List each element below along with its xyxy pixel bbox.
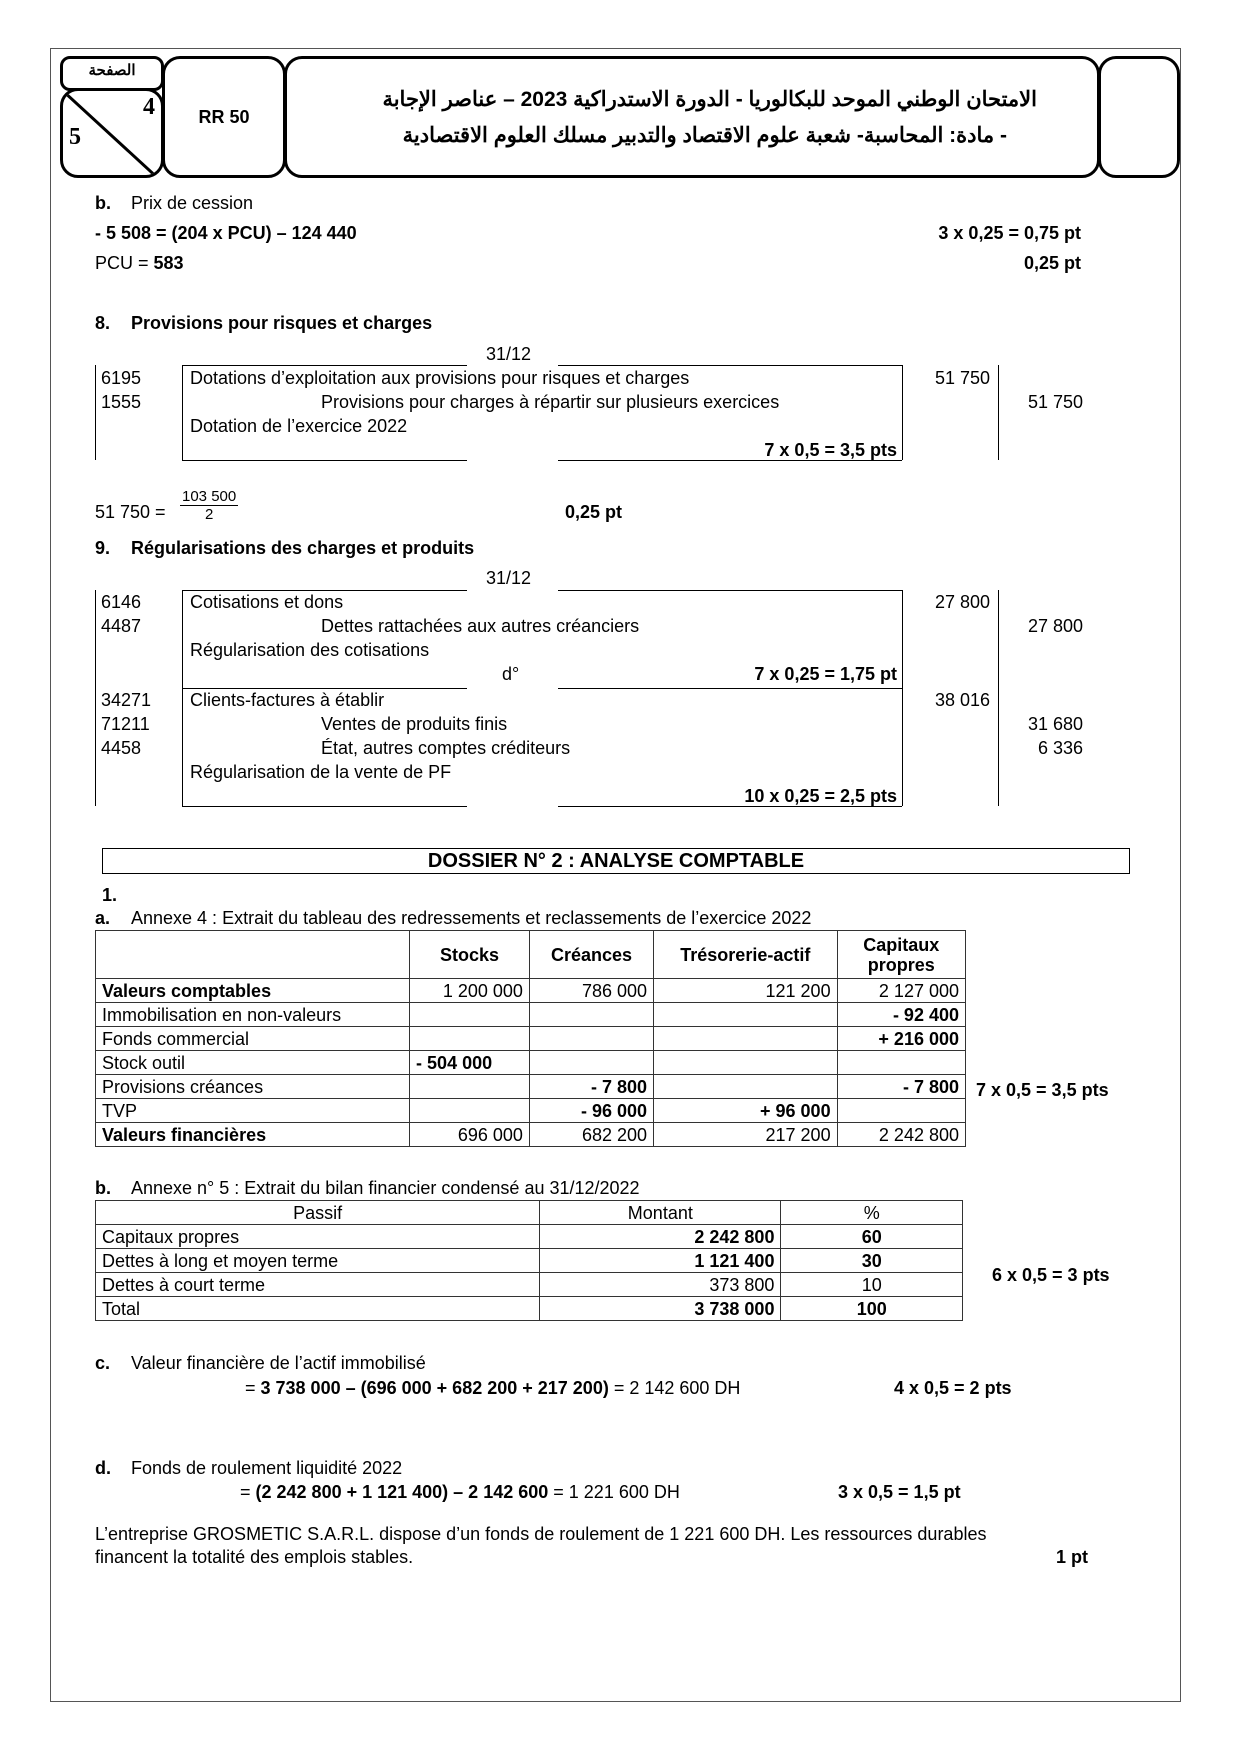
table-row <box>96 979 966 1003</box>
section-8-title: Provisions pour risques et charges <box>131 313 433 333</box>
column-header: % <box>781 1201 963 1225</box>
section-b-result-value: 583 <box>153 253 184 273</box>
section-b-result-label: PCU = <box>95 253 154 273</box>
table-row <box>96 1051 966 1075</box>
table-cell: - 504 000 <box>410 1051 530 1075</box>
entry-points: 7 x 0,25 = 1,75 pt <box>754 664 897 684</box>
column-header: Trésorerie-actif <box>654 931 838 979</box>
section-9-title: Régularisations des charges et produits <box>131 538 475 558</box>
table-row <box>96 1297 963 1321</box>
calc-lhs: 51 750 = <box>95 502 166 522</box>
percent-cell: 30 <box>781 1249 963 1273</box>
question-1-number: 1. <box>102 885 118 905</box>
row-label: Dettes à court terme <box>96 1273 540 1297</box>
header-right-box <box>1098 56 1180 178</box>
row-label: Stock outil <box>96 1051 410 1075</box>
account-label: Clients-factures à établir <box>190 690 385 710</box>
conclusion-points: 1 pt <box>1056 1547 1089 1567</box>
amount-cell: 373 800 <box>540 1273 781 1297</box>
entry-points: 7 x 0,5 = 3,5 pts <box>764 440 897 460</box>
calc-numerator: 103 500 <box>182 488 237 505</box>
dossier-title: DOSSIER N° 2 : ANALYSE COMPTABLE <box>102 848 1130 874</box>
table-row <box>96 1225 963 1249</box>
entry-description: Régularisation des cotisations <box>190 640 430 660</box>
credit-amount: 6 336 <box>1037 738 1083 758</box>
account-label: Dettes rattachées aux autres créanciers <box>321 616 640 636</box>
amount-cell: 1 121 400 <box>540 1249 781 1273</box>
section-9-number: 9. <box>95 538 111 558</box>
column-header: Passif <box>96 1201 540 1225</box>
section-8-number: 8. <box>95 313 111 333</box>
table-cell: 696 000 <box>410 1123 530 1147</box>
table-cell: 217 200 <box>654 1123 838 1147</box>
debit-amount: 38 016 <box>934 690 990 710</box>
account-label: Ventes de produits finis <box>321 714 508 734</box>
amount-cell: 3 738 000 <box>540 1297 781 1321</box>
credit-amount: 51 750 <box>1027 392 1083 412</box>
part-d-formula: = (2 242 800 + 1 121 400) – 2 142 600 = 1 221 600 DH <box>240 1482 680 1502</box>
annexe-4-points: 7 x 0,5 = 3,5 pts <box>976 1080 1109 1100</box>
part-d-title: Fonds de roulement liquidité 2022 <box>131 1458 403 1478</box>
column-header: Capitaux propres <box>837 931 965 979</box>
conclusion-line-2: financent la totalité des emplois stables. <box>95 1547 414 1567</box>
total-pages-number: 5 <box>69 124 81 150</box>
table-row <box>96 1075 966 1099</box>
table-cell <box>837 1099 965 1123</box>
calc-points: 0,25 pt <box>565 502 623 522</box>
row-label: Capitaux propres <box>96 1225 540 1249</box>
entry-date: 31/12 <box>486 568 532 588</box>
column-header <box>96 931 410 979</box>
exam-code-box <box>162 56 286 178</box>
table-cell <box>654 1003 838 1027</box>
table-cell: - 7 800 <box>837 1075 965 1099</box>
account-number: 71211 <box>101 714 150 734</box>
row-label: Dettes à long et moyen terme <box>96 1249 540 1273</box>
credit-amount: 27 800 <box>1027 616 1083 636</box>
table-cell <box>654 1051 838 1075</box>
table-row <box>96 1123 966 1147</box>
column-header: Stocks <box>410 931 530 979</box>
section-b-equation: - 5 508 = (204 x PCU) – 124 440 <box>95 223 357 243</box>
part-a-title: Annexe 4 : Extrait du tableau des redressements et reclassements de l’exercice 2022 <box>131 908 812 928</box>
exam-title-line1: الامتحان الوطني الموحد للبكالوريا - الدورة الاستدراكية 2023 – عناصر الإجابة <box>382 88 1037 111</box>
section-b-title: Prix de cession <box>131 193 254 213</box>
debit-amount: 27 800 <box>934 592 990 612</box>
table-cell: - 92 400 <box>837 1003 965 1027</box>
section-b-result-points: 0,25 pt <box>1023 253 1081 273</box>
table-cell <box>529 1051 653 1075</box>
exam-title-line2: - مادة: المحاسبة- شعبة علوم الاقتصاد والتدبير مسلك العلوم الاقتصادية <box>402 124 1007 147</box>
part-d-marker: d. <box>95 1458 111 1478</box>
table-cell: - 96 000 <box>529 1099 653 1123</box>
calc-denominator: 2 <box>204 506 214 523</box>
section-b-equation-points: 3 x 0,25 = 0,75 pt <box>938 223 1081 243</box>
page-frame <box>50 48 1181 1702</box>
row-label: TVP <box>96 1099 410 1123</box>
account-label: Provisions pour charges à répartir sur plusieurs exercices <box>321 392 780 412</box>
annexe-5-points: 6 x 0,5 = 3 pts <box>992 1265 1110 1285</box>
table-row <box>96 1249 963 1273</box>
part-b-title: Annexe n° 5 : Extrait du bilan financier condensé au 31/12/2022 <box>131 1178 640 1198</box>
table-cell <box>654 1027 838 1051</box>
current-page-number: 4 <box>143 94 155 120</box>
amount-cell: 2 242 800 <box>540 1225 781 1249</box>
table-cell <box>410 1075 530 1099</box>
entry-date-ditto: d° <box>502 664 520 684</box>
credit-amount: 31 680 <box>1027 714 1083 734</box>
row-label: Valeurs comptables <box>96 979 410 1003</box>
account-number: 4487 <box>101 616 142 636</box>
exam-code: RR 50 <box>198 107 250 127</box>
table-row <box>96 1099 966 1123</box>
page-label: الصفحة <box>88 62 136 79</box>
table-cell <box>410 1003 530 1027</box>
row-label: Provisions créances <box>96 1075 410 1099</box>
table-cell: 786 000 <box>529 979 653 1003</box>
account-label: État, autres comptes créditeurs <box>321 738 571 758</box>
column-header: Montant <box>540 1201 781 1225</box>
table-row <box>96 1027 966 1051</box>
row-label: Fonds commercial <box>96 1027 410 1051</box>
section-b-marker: b. <box>95 193 111 213</box>
column-header: Créances <box>529 931 653 979</box>
annexe-5-table <box>95 1200 963 1321</box>
table-row <box>96 1003 966 1027</box>
table-cell <box>410 1027 530 1051</box>
part-d-points: 3 x 0,5 = 1,5 pt <box>838 1482 961 1502</box>
account-number: 6146 <box>101 592 142 612</box>
account-number: 34271 <box>101 690 152 710</box>
part-b-marker: b. <box>95 1178 111 1198</box>
row-label: Valeurs financières <box>96 1123 410 1147</box>
account-label: Cotisations et dons <box>190 592 344 612</box>
part-a-marker: a. <box>95 908 111 928</box>
table-cell: + 96 000 <box>654 1099 838 1123</box>
percent-cell: 100 <box>781 1297 963 1321</box>
row-label: Immobilisation en non-valeurs <box>96 1003 410 1027</box>
page-label-box <box>60 56 164 91</box>
table-cell: 2 242 800 <box>837 1123 965 1147</box>
entry-description: Dotation de l’exercice 2022 <box>190 416 408 436</box>
annexe-4-table <box>95 930 966 1147</box>
table-cell: 121 200 <box>654 979 838 1003</box>
entry-description: Régularisation de la vente de PF <box>190 762 452 782</box>
row-label: Total <box>96 1297 540 1321</box>
table-cell <box>529 1027 653 1051</box>
table-cell <box>654 1075 838 1099</box>
account-label: Dotations d’exploitation aux provisions pour risques et charges <box>190 368 690 388</box>
table-cell <box>529 1003 653 1027</box>
entry-date: 31/12 <box>486 344 532 364</box>
table-cell: 1 200 000 <box>410 979 530 1003</box>
table-cell: + 216 000 <box>837 1027 965 1051</box>
page-number-box <box>60 88 164 178</box>
table-row <box>96 1273 963 1297</box>
percent-cell: 10 <box>781 1273 963 1297</box>
exam-title-box <box>284 56 1100 178</box>
account-number: 4458 <box>101 738 142 758</box>
part-c-marker: c. <box>95 1353 111 1373</box>
debit-amount: 51 750 <box>934 368 990 388</box>
table-cell: 682 200 <box>529 1123 653 1147</box>
calc-fraction <box>180 488 238 523</box>
table-cell: - 7 800 <box>529 1075 653 1099</box>
table-cell <box>410 1099 530 1123</box>
table-cell <box>837 1051 965 1075</box>
account-number: 1555 <box>101 392 142 412</box>
part-c-formula: = 3 738 000 – (696 000 + 682 200 + 217 200) = 2 142 600 DH <box>245 1378 741 1398</box>
account-number: 6195 <box>101 368 142 388</box>
part-c-points: 4 x 0,5 = 2 pts <box>894 1378 1012 1398</box>
part-c-title: Valeur financière de l’actif immobilisé <box>131 1353 426 1373</box>
table-cell: 2 127 000 <box>837 979 965 1003</box>
conclusion-line-1: L’entreprise GROSMETIC S.A.R.L. dispose d’un fonds de roulement de 1 221 600 DH. Les ressources durables <box>95 1524 987 1544</box>
entry-points: 10 x 0,25 = 2,5 pts <box>744 786 897 806</box>
percent-cell: 60 <box>781 1225 963 1249</box>
